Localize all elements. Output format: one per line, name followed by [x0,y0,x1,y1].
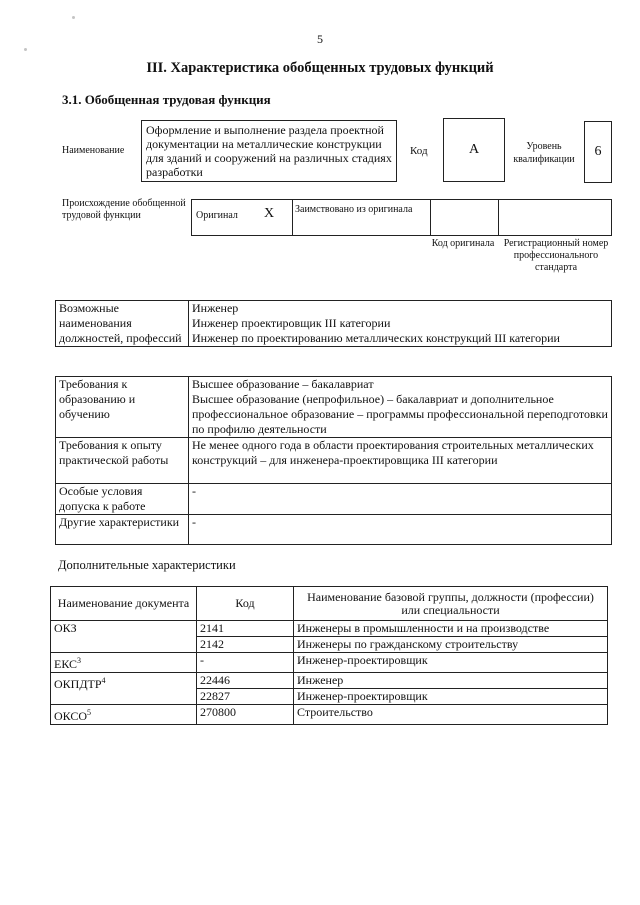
position-item: Инженер проектировщик III категории [192,316,391,330]
education-label: Требования к образованию и обучению [56,377,189,438]
function-code: А [443,118,505,182]
origin-divider-2 [430,199,431,236]
special-conditions-label: Особые условия допуска к работе [56,484,189,515]
code-cell: 22827 [197,689,294,705]
function-name: Оформление и выполнение раздела проектной документации на металлические конструкции для зданий и сооружений на различных стадиях разработки [141,120,397,182]
code-cell: 2141 [197,621,294,637]
positions-table [55,300,612,347]
level-label: Уровень квалификации [513,141,575,165]
code-cell: 2142 [197,637,294,653]
education-value: Высшее образование – бакалавриат Высшее образование (непрофильное) – бакалавриат и дополнительное профессиональное образование – программы профессиональной переподготовки по профилю деятельности [189,377,612,438]
doc-name: ОКПДТР [54,677,102,691]
code-cell: 270800 [197,705,294,725]
origin-divider-3 [498,199,499,236]
footnote-ref: 3 [77,656,82,665]
doc-cell [51,653,197,673]
original-label: Оригинал [196,210,238,221]
group-cell: Инженеры по гражданскому строительству [294,637,608,653]
code-cell: 22446 [197,673,294,689]
original-mark: Х [264,206,275,221]
experience-value: Не менее одного года в области проектирования строительных металлических конструкций – для инженера-проектировщика III категории [189,438,612,484]
section-title: III. Характеристика обобщенных трудовых функций [146,60,494,76]
special-conditions-value: - [189,484,612,515]
scan-speck [24,48,27,51]
doc-cell [51,673,197,705]
qualification-level: 6 [584,121,612,183]
additional-table [50,586,608,725]
doc-name: ОКЗ [54,621,77,635]
positions-label: Возможные наименования должностей, профессий [56,301,189,347]
additional-title: Дополнительные характеристики [58,558,236,572]
positions-values [189,301,612,347]
code-cell: - [197,653,294,673]
experience-label: Требования к опыту практической работы [56,438,189,484]
other-characteristics-label: Другие характеристики [56,515,189,545]
name-label: Наименование [62,145,125,156]
code-original-label: Код оригинала [431,238,495,249]
doc-cell [51,705,197,725]
subsection-title: 3.1. Обобщенная трудовая функция [62,92,271,107]
doc-name: ОКСО [54,709,88,723]
group-cell: Строительство [294,705,608,725]
group-cell: Инженеры в промышленности и на производстве [294,621,608,637]
reg-number-label: Регистрационный номер профессионального стандарта [503,238,609,273]
header-code: Код [197,587,294,621]
other-characteristics-value: - [189,515,612,545]
code-label: Код [410,145,428,157]
doc-name: ЕКС [54,657,78,671]
position-item: Инженер по проектированию металлических конструкций III категории [192,331,560,345]
group-cell: Инженер-проектировщик [294,689,608,705]
page-number: 5 [317,32,323,46]
group-cell: Инженер [294,673,608,689]
header-group-name: Наименование базовой группы, должности (профессии) или специальности [294,587,608,621]
origin-label: Происхождение обобщенной трудовой функции [62,198,186,221]
group-cell: Инженер-проектировщик [294,653,608,673]
doc-cell [51,621,197,653]
position-item: Инженер [192,301,239,315]
borrowed-label: Заимствовано из оригинала [295,204,413,215]
header-document: Наименование документа [51,587,197,621]
footnote-ref: 5 [87,708,92,717]
requirements-table [55,376,612,545]
scan-speck [72,16,75,19]
footnote-ref: 4 [101,676,106,685]
origin-divider-1 [292,199,293,236]
